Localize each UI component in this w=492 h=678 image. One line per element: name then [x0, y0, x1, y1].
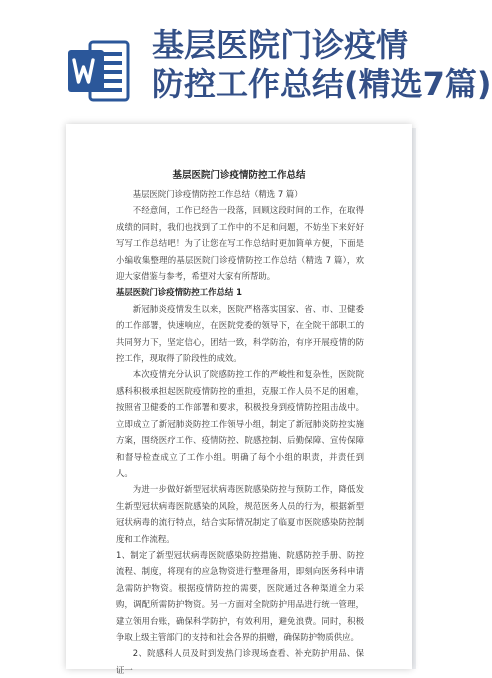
body-paragraph: 1、制定了新型冠状病毒医院感染防控措施、院感防控手册、防控流程、制度，将现有的应急物资进行整理备用，即刻向医务科申请急需防护物资。根据疫情防控的需要，医院通过各种渠道全力采购，调配所需防护物资。另一方面对全院防护用品进行统一管理，建立领用台账，确保科学防护，有效利用，避免浪费。同时，积极争取上级主管部门的支持和社会各界的捐赠，确保防护物质供应。 — [116, 549, 364, 642]
document-page — [66, 124, 412, 675]
section-heading: 基层医院门诊疫情防控工作总结 1 — [116, 287, 242, 298]
word-document-icon — [66, 38, 130, 104]
document-title: 基层医院门诊疫情防控工作总结 — [172, 170, 306, 181]
body-paragraph: 本次疫情充分认识了院感防控工作的严峻性和复杂性，医院院感科积极承担起医院疫情防控的重担，克服工作人员不足的困难，按照省卫健委的工作部署和要求，积极投身到疫情防控阻击战中。立即成立了新冠肺炎防控工作领导小组，制定了新冠肺炎防控实施方案，围绕医疗工作、疫情防控、院感控制、后勤保障、宣传保障和督导检查成立了工作小组。明确了每个小组的职责，并责任到人。 — [116, 369, 364, 478]
intro-paragraph: 不经意间，工作已经告一段落，回顾这段时间的工作，在取得成绩的同时，我们也找到了工作中的不足和问题，不妨坐下来好好写写工作总结吧！为了让您在写工作总结时更加简单方便，下面是小编收集整理的基层医院门诊疫情防控工作总结（精选 7 篇），欢迎大家借鉴与参考，希望对大家有所帮助。 — [116, 205, 364, 282]
body-paragraph: 为进一步做好新型冠状病毒医院感染防控与预防工作，降低发生新型冠状病毒医院感染的风险，规范医务人员的行为，根据新型冠状病毒的流行特点，结合实际情况制定了临夏市医院感染防控制度和工作流程。 — [116, 484, 364, 544]
banner-title-line-2: 防控工作总结(精选7篇) — [152, 65, 492, 103]
document-body — [116, 186, 364, 678]
body-paragraph: 新冠肺炎疫情发生以来，医院严格落实国家、省、市、卫健委的工作部署，快速响应，在医院党委的领导下，在全院干部职工的共同努力下，坚定信心，团结一致，科学防治，有序开展疫情的防控工作，现取得了阶段性的成效。 — [116, 303, 364, 364]
banner-title-line-1: 基层医院门诊疫情 — [152, 26, 409, 64]
banner-title — [152, 26, 492, 104]
body-paragraph: 2、院感科人员及时到发热门诊现场查看、补充防护用品、保证一 — [116, 648, 364, 675]
document-subtitle: 基层医院门诊疫情防控工作总结（精选 7 篇） — [132, 189, 303, 199]
